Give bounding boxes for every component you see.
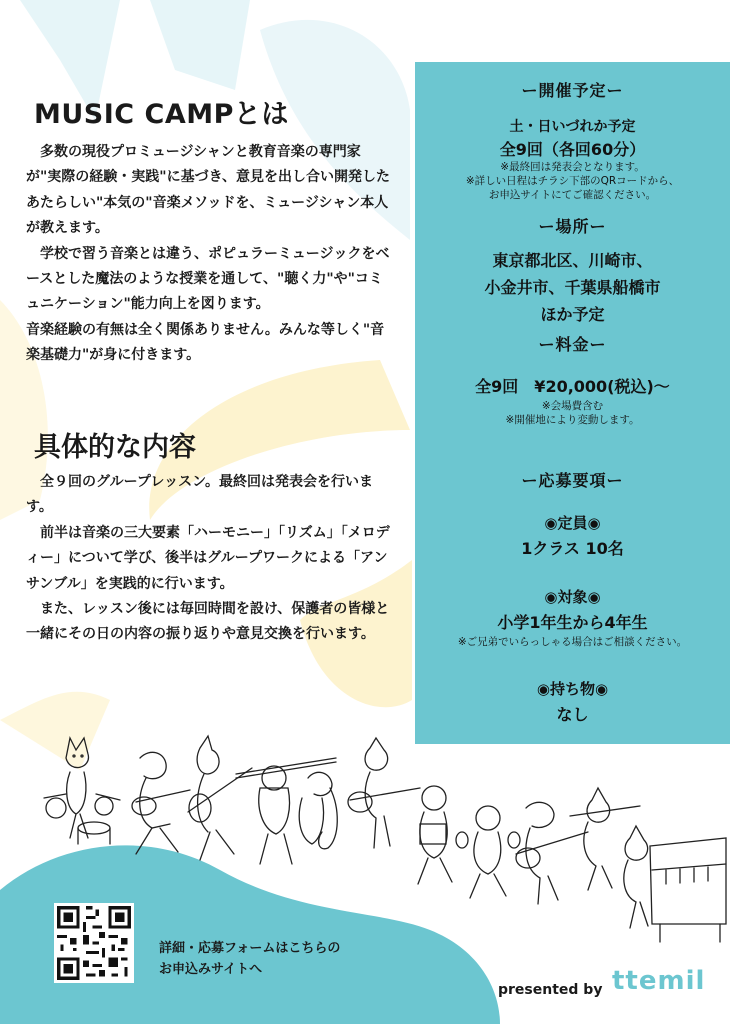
- target-label: ◉対象◉: [544, 588, 601, 606]
- capacity-label: ◉定員◉: [544, 514, 601, 532]
- about-paragraph: 多数の現役プロミュージシャンと教育音楽の専門家が"実際の経験・実践"に基づき、意見を出し合い開発したあたらしい"本気の"音楽メソッドを、ミュージシャン本人が教えます。: [26, 144, 391, 237]
- qr-code-icon[interactable]: [54, 903, 134, 983]
- about-body: [26, 140, 394, 369]
- fee-heading: ー料金ー: [538, 335, 607, 354]
- fee-note: ※開催地により変動します。: [505, 414, 640, 426]
- items-label: ◉持ち物◉: [536, 680, 609, 698]
- cta-line: 詳細・応募フォームはこちらの: [159, 941, 341, 956]
- schedule-note: ※最終回は発表会となります。: [500, 161, 645, 173]
- apply-cta[interactable]: [159, 938, 340, 980]
- place-line: 東京都北区、川崎市、: [492, 251, 653, 270]
- schedule-note: お申込サイトにてご確認ください。: [488, 189, 657, 201]
- place-line: 小金井市、千葉県船橋市: [484, 278, 661, 297]
- fee-note: ※会場費含む: [541, 400, 604, 412]
- presented-by: presented by: [498, 982, 603, 998]
- content-paragraph: 全９回のグループレッスン。最終回は発表会を行います。: [26, 474, 374, 516]
- content-title: 具体的な内容: [34, 432, 196, 463]
- schedule-note: ※詳しい日程はチラシ下部のQRコードから、: [465, 175, 680, 187]
- place-line: ほか予定: [540, 305, 605, 324]
- content-body: [26, 470, 394, 648]
- about-title: MUSIC CAMPとは: [34, 99, 289, 130]
- content-paragraph: また、レッスン後には毎回時間を設け、保護者の皆様と一緒にその日の内容の振り返りや意見交換を行います。: [26, 601, 390, 643]
- about-paragraph: 音楽経験の有無は全く関係ありません。みんな等しく"音楽基礎力"が身に付きます。: [26, 321, 385, 364]
- target-note: ※ご兄弟でいらっしゃる場合はご相談ください。: [457, 636, 688, 648]
- capacity-value: 1クラス 10名: [521, 539, 624, 558]
- cta-line: お申込みサイトへ: [159, 962, 263, 977]
- apply-heading: ー応募要項ー: [521, 471, 624, 490]
- place-heading: ー場所ー: [538, 217, 607, 236]
- about-paragraph: 学校で習う音楽とは違う、ポピュラーミュージックをベースとした魔法のような授業を通して、"聴く力"や"コミュニケーション"能力向上を図ります。: [26, 245, 390, 313]
- content-paragraph: 前半は音楽の三大要素「ハーモニー」「リズム」「メロディー」について学び、後半はグループワークによる「アンサンブル」を実践的に行います。: [26, 524, 390, 592]
- schedule-days: 土・日いづれか予定: [509, 119, 636, 135]
- fee-value: 全9回 ¥20,000(税込)〜: [475, 377, 670, 396]
- items-value: なし: [556, 705, 589, 724]
- target-value: 小学1年生から4年生: [497, 613, 648, 632]
- schedule-count: 全9回（各回60分）: [499, 140, 646, 159]
- brand-logo: ttemil: [612, 966, 706, 996]
- schedule-heading: ー開催予定ー: [521, 81, 624, 100]
- band-illustration: [40, 728, 730, 943]
- info-panel: [415, 62, 730, 744]
